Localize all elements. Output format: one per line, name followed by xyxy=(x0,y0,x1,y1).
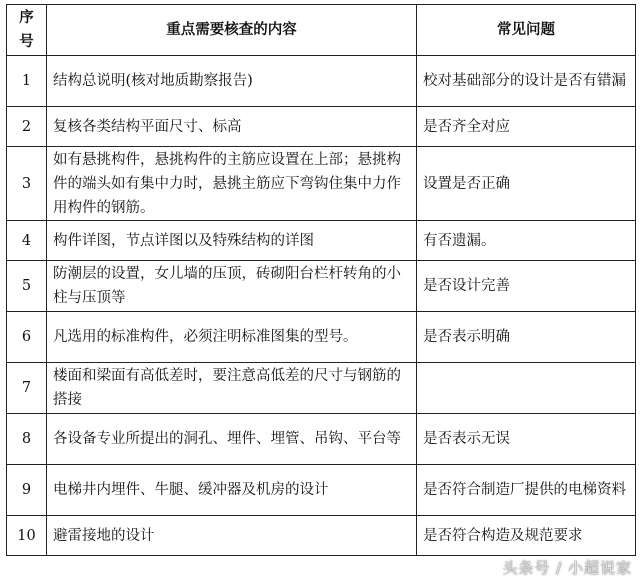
row-num: 6 xyxy=(7,312,47,363)
row-num: 8 xyxy=(7,414,47,465)
row-content: 避雷接地的设计 xyxy=(47,516,417,556)
watermark: 头条号 / 小超说家 xyxy=(502,559,632,577)
header-content: 重点需要核查的内容 xyxy=(47,5,417,56)
row-num: 10 xyxy=(7,516,47,556)
row-content: 结构总说明(核对地质勘察报告) xyxy=(47,56,417,107)
table-row xyxy=(7,465,636,516)
row-issue: 是否表示明确 xyxy=(417,312,636,363)
header-num: 序号 xyxy=(7,5,47,56)
row-num: 3 xyxy=(7,147,47,221)
row-content: 各设备专业所提出的洞孔、埋件、埋管、吊钩、平台等 xyxy=(47,414,417,465)
row-issue: 是否符合构造及规范要求 xyxy=(417,516,636,556)
header-issue: 常见问题 xyxy=(417,5,636,56)
row-num: 5 xyxy=(7,261,47,312)
row-issue xyxy=(417,363,636,414)
row-num: 9 xyxy=(7,465,47,516)
table-row xyxy=(7,56,636,107)
row-content: 凡选用的标准构件，必须注明标准图集的型号。 xyxy=(47,312,417,363)
row-issue: 是否齐全对应 xyxy=(417,107,636,147)
row-num: 4 xyxy=(7,221,47,261)
table-row xyxy=(7,107,636,147)
row-issue: 设置是否正确 xyxy=(417,147,636,221)
table-row xyxy=(7,147,636,221)
row-content: 电梯井内埋件、牛腿、缓冲器及机房的设计 xyxy=(47,465,417,516)
row-num: 2 xyxy=(7,107,47,147)
row-issue: 是否表示无误 xyxy=(417,414,636,465)
table-row xyxy=(7,363,636,414)
row-num: 1 xyxy=(7,56,47,107)
row-content: 如有悬挑构件，悬挑构件的主筋应设置在上部；悬挑构件的端头如有集中力时，悬挑主筋应下弯钩住集中力作用构件的钢筋。 xyxy=(47,147,417,221)
table-row xyxy=(7,312,636,363)
row-content: 构件详图，节点详图以及特殊结构的详图 xyxy=(47,221,417,261)
row-content: 复核各类结构平面尺寸、标高 xyxy=(47,107,417,147)
row-issue: 是否设计完善 xyxy=(417,261,636,312)
table-header-row xyxy=(7,5,636,56)
review-table xyxy=(6,4,636,556)
row-content: 防潮层的设置，女儿墙的压顶，砖砌阳台栏杆转角的小柱与压顶等 xyxy=(47,261,417,312)
table-row xyxy=(7,261,636,312)
row-issue: 校对基础部分的设计是否有错漏 xyxy=(417,56,636,107)
row-num: 7 xyxy=(7,363,47,414)
table-row xyxy=(7,414,636,465)
row-issue: 有否遗漏。 xyxy=(417,221,636,261)
table-row xyxy=(7,221,636,261)
row-content: 楼面和梁面有高低差时，要注意高低差的尺寸与钢筋的搭接 xyxy=(47,363,417,414)
table-row xyxy=(7,516,636,556)
row-issue: 是否符合制造厂提供的电梯资料 xyxy=(417,465,636,516)
